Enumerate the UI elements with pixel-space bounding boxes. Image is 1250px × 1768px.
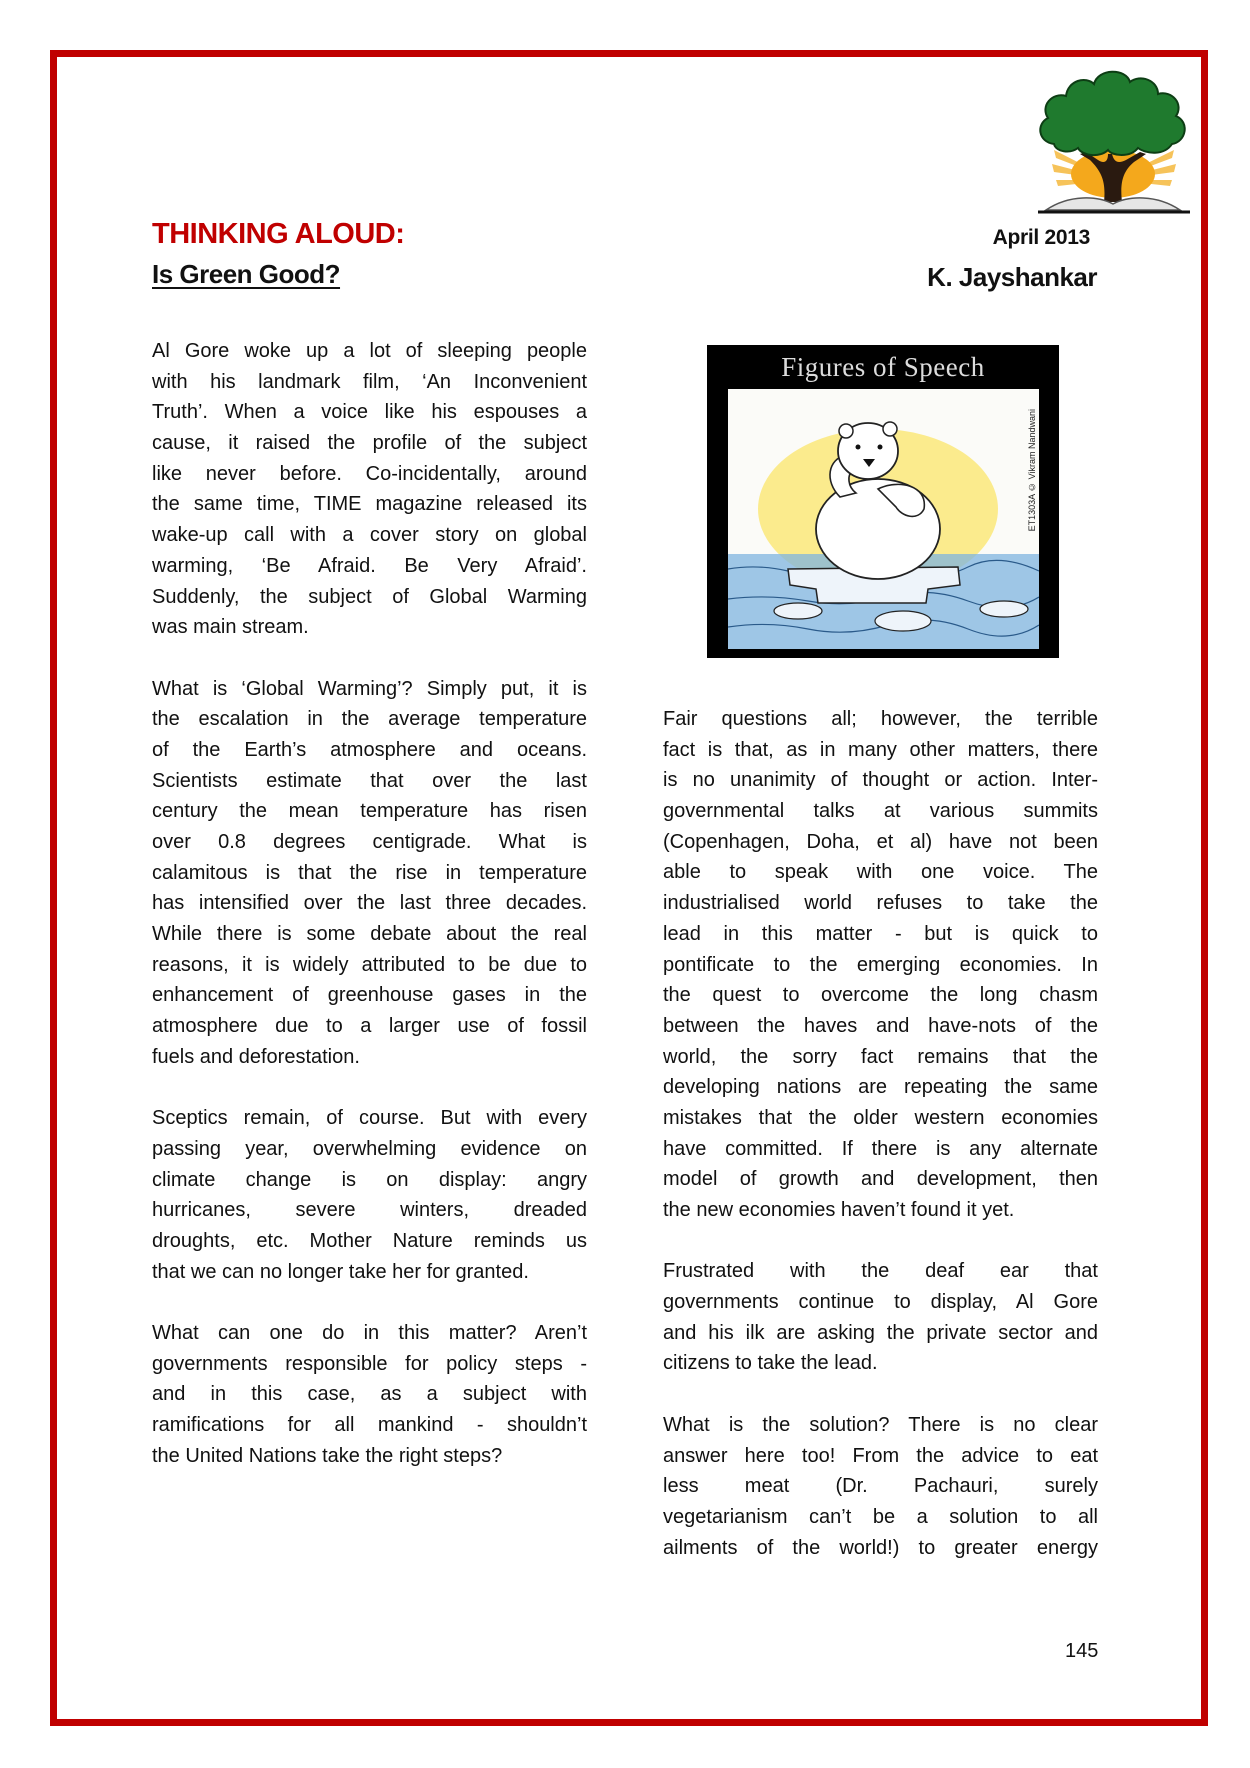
text-line: fact is that, as in many other matters, there <box>663 738 1098 761</box>
text-line: wake-up call with a cover story on global <box>152 524 587 547</box>
text-line: lead in this matter - but is quick to <box>663 922 1098 945</box>
polar-bear-illustration <box>728 389 1039 649</box>
cartoon-credit: ET1303A © Vikram Nandwani <box>1027 409 1037 532</box>
text-line: is no unanimity of thought or action. Inter- <box>663 769 1098 792</box>
text-line: reasons, it is widely attributed to be due to <box>152 953 587 976</box>
text-line: hurricanes, severe winters, dreaded <box>152 1199 587 1222</box>
text-line: Suddenly, the subject of Global Warming <box>152 585 587 608</box>
page-number: 145 <box>1065 1640 1099 1662</box>
text-line: citizens to take the lead. <box>663 1352 878 1375</box>
tree-book-logo-icon <box>1034 62 1192 214</box>
text-line: climate change is on display: angry <box>152 1168 587 1191</box>
text-line: governmental talks at various summits <box>663 800 1098 823</box>
text-line: Al Gore woke up a lot of sleeping people <box>152 340 587 362</box>
text-line: with his landmark film, ‘An Inconvenient <box>152 370 587 393</box>
author-name: K. Jayshankar <box>927 262 1097 292</box>
text-line: Truth’. When a voice like his espouses a <box>152 401 587 424</box>
paragraph <box>663 1256 1098 1379</box>
section-heading: THINKING ALOUD: <box>152 218 405 250</box>
text-line: Scientists estimate that over the last <box>152 769 587 792</box>
tree-canopy <box>1040 72 1184 155</box>
text-line: pontificate to the emerging economies. In <box>663 953 1098 976</box>
text-line: over 0.8 degrees centigrade. What is <box>152 831 587 853</box>
cartoon-image <box>707 345 1059 658</box>
text-line: ramifications for all mankind - shouldn’t <box>152 1414 587 1437</box>
text-line: world, the sorry fact remains that the <box>663 1045 1098 1068</box>
text-line: cause, it raised the profile of the subject <box>152 432 587 455</box>
text-line: between the haves and have-nots of the <box>663 1014 1098 1037</box>
cartoon-title: Figures of Speech <box>781 352 985 382</box>
text-line: answer here too! From the advice to eat <box>663 1444 1098 1467</box>
text-line: What can one do in this matter? Aren’t <box>152 1322 587 1344</box>
text-line: developing nations are repeating the same <box>663 1076 1098 1099</box>
paragraph <box>663 704 1098 1226</box>
text-line: and his ilk are asking the private sector and <box>663 1321 1098 1344</box>
left-column <box>152 336 587 1502</box>
text-line: the same time, TIME magazine released its <box>152 493 587 516</box>
text-line: that we can no longer take her for granted. <box>152 1260 529 1283</box>
text-line: calamitous is that the rise in temperature <box>152 861 587 884</box>
text-line: What is ‘Global Warming’? Simply put, it is <box>152 677 587 700</box>
paragraph <box>152 1103 587 1287</box>
text-line: the quest to overcome the long chasm <box>663 984 1098 1007</box>
text-line: less meat (Dr. Pachauri, surely <box>663 1475 1098 1498</box>
text-line: the new economies haven’t found it yet. <box>663 1199 1015 1221</box>
paragraph <box>663 1410 1098 1563</box>
text-line: industrialised world refuses to take the <box>663 892 1098 915</box>
right-column <box>663 704 1098 1594</box>
text-line: governments responsible for policy steps - <box>152 1352 587 1375</box>
text-line: droughts, etc. Mother Nature reminds us <box>152 1229 587 1252</box>
text-line: of the Earth’s atmosphere and oceans. <box>152 738 587 761</box>
text-line: ailments of the world!) to greater energy <box>663 1536 1098 1559</box>
text-line: governments continue to display, Al Gore <box>663 1291 1098 1314</box>
text-line: have committed. If there is any alternate <box>663 1137 1098 1160</box>
text-line: has intensified over the last three decades. <box>152 892 587 915</box>
text-line: warming, ‘Be Afraid. Be Very Afraid’. <box>152 554 587 577</box>
issue-date: April 2013 <box>992 226 1090 249</box>
text-line: What is the solution? There is no clear <box>663 1413 1098 1436</box>
cartoon-illustration <box>728 389 1039 649</box>
text-line: model of growth and development, then <box>663 1168 1098 1191</box>
text-line: While there is some debate about the real <box>152 923 587 946</box>
text-line: mistakes that the older western economies <box>663 1106 1098 1129</box>
text-line: enhancement of greenhouse gases in the <box>152 984 587 1007</box>
paragraph <box>152 674 587 1073</box>
text-line: Sceptics remain, of course. But with every <box>152 1107 587 1130</box>
text-line: able to speak with one voice. The <box>663 861 1098 884</box>
text-line: like never before. Co-incidentally, around <box>152 462 587 485</box>
text-line: Fair questions all; however, the terrible <box>663 708 1098 730</box>
text-line: the escalation in the average temperature <box>152 708 587 731</box>
text-line: was main stream. <box>152 616 309 639</box>
text-line: (Copenhagen, Doha, et al) have not been <box>663 830 1098 853</box>
text-line: the United Nations take the right steps? <box>152 1444 503 1467</box>
text-line: fuels and deforestation. <box>152 1045 360 1068</box>
text-line: passing year, overwhelming evidence on <box>152 1137 587 1160</box>
text-line: and in this case, as a subject with <box>152 1383 587 1406</box>
text-line: vegetarianism can’t be a solution to all <box>663 1505 1098 1528</box>
article-title: Is Green Good? <box>152 259 341 289</box>
paragraph <box>152 1318 587 1471</box>
text-line: atmosphere due to a larger use of fossil <box>152 1015 587 1038</box>
text-line: century the mean temperature has risen <box>152 800 587 823</box>
paragraph <box>152 336 587 643</box>
text-line: Frustrated with the deaf ear that <box>663 1260 1098 1283</box>
